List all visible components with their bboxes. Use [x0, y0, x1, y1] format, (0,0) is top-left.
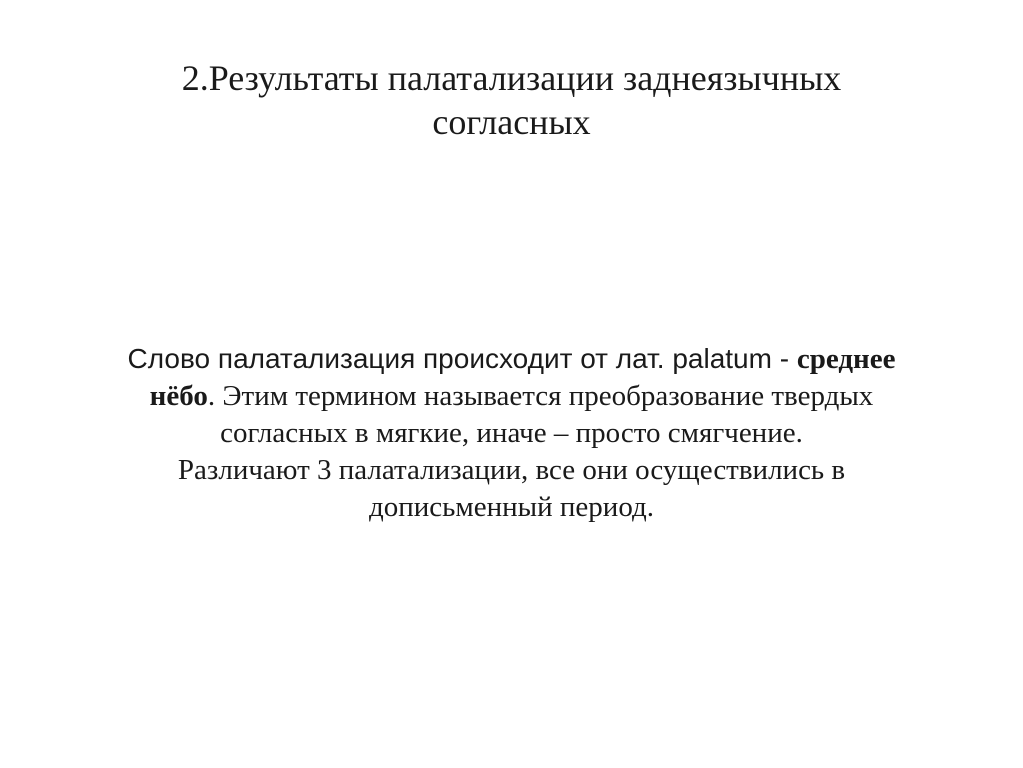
title-line-2: согласных: [432, 102, 591, 142]
term-bold-2: нёбо: [149, 380, 208, 412]
line2-rest: . Этим термином называется преобразование твердых: [207, 380, 874, 412]
slide-title: [90, 56, 933, 144]
title-line-1: 2.Результаты палатализации заднеязычных: [181, 58, 842, 98]
slide-body-text: [40, 340, 983, 526]
body-line-3: согласных в мягкие, иначе – просто смягчение.: [220, 417, 803, 449]
body-line-5: дописьменный период.: [369, 491, 654, 523]
body-line-1: [40, 340, 983, 378]
body-line-2: [40, 378, 983, 415]
body-line-4: Различают 3 палатализации, все они осуществились в: [177, 454, 846, 486]
intro-text: Слово палатализация происходит от лат. palatum -: [127, 343, 797, 374]
term-bold-1: среднее: [796, 343, 896, 375]
